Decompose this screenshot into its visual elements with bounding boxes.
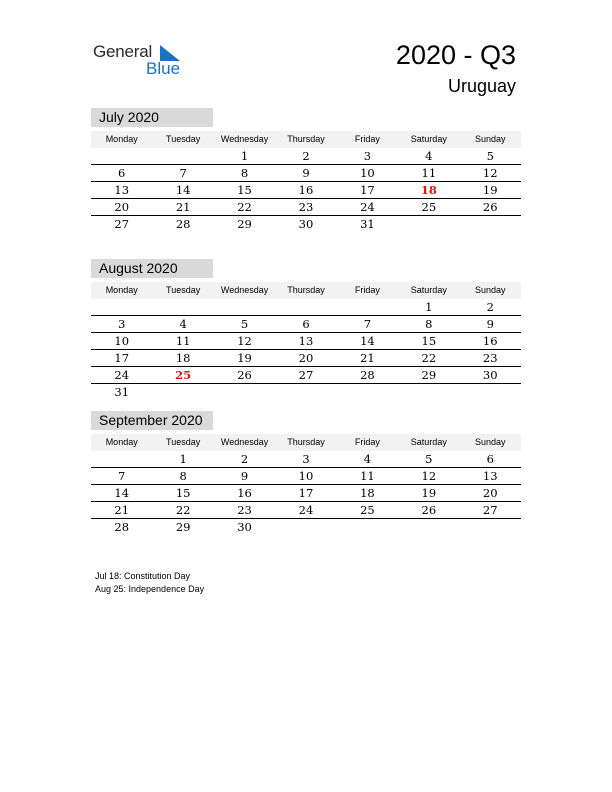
weekday-tuesday: Tuesday xyxy=(166,437,201,447)
day-cell: 1 xyxy=(179,452,187,466)
day-cell: 28 xyxy=(175,217,191,231)
day-cell: 30 xyxy=(482,368,498,382)
weekday-monday: Monday xyxy=(105,285,138,295)
day-cell: 5 xyxy=(425,452,433,466)
day-cell: 14 xyxy=(360,334,375,348)
day-cell: 3 xyxy=(118,317,126,331)
day-cell xyxy=(275,519,336,535)
day-cell: 27 xyxy=(482,503,498,517)
day-cell: 16 xyxy=(482,334,498,348)
day-cell: 19 xyxy=(421,486,437,500)
day-cell: 10 xyxy=(298,469,314,483)
week-row xyxy=(91,519,521,535)
day-cell xyxy=(152,384,213,400)
week-row xyxy=(91,468,521,485)
weekday-sunday: Sunday xyxy=(474,437,506,447)
holiday-note: Aug 25: Independence Day xyxy=(95,584,205,594)
day-cell xyxy=(214,384,275,400)
day-cell: 3 xyxy=(302,452,310,466)
weekday-saturday: Saturday xyxy=(410,285,447,295)
weekday-thursday: Thursday xyxy=(287,437,325,447)
holiday-notes xyxy=(95,570,204,596)
day-cell xyxy=(91,299,152,315)
day-cell: 3 xyxy=(363,149,372,163)
week-row xyxy=(91,451,521,468)
day-cell xyxy=(275,299,336,315)
day-cell: 2 xyxy=(302,149,310,163)
day-cell: 9 xyxy=(240,469,249,483)
logo-word-general: General xyxy=(93,42,153,61)
day-cell xyxy=(460,519,521,535)
day-cell xyxy=(460,216,521,232)
day-cell: 26 xyxy=(237,368,252,382)
logo-word-blue: Blue xyxy=(146,59,181,78)
holiday-day-cell: 25 xyxy=(175,368,192,382)
day-cell: 11 xyxy=(360,469,375,483)
day-cell: 8 xyxy=(425,317,433,331)
day-cell: 5 xyxy=(486,149,494,163)
page-title: 2020 - Q3 xyxy=(395,40,516,70)
weekday-saturday: Saturday xyxy=(410,437,447,447)
weekday-friday: Friday xyxy=(354,437,380,447)
day-cell: 29 xyxy=(175,520,191,534)
weekday-sunday: Sunday xyxy=(474,285,506,295)
day-cell xyxy=(275,384,336,400)
day-cell: 4 xyxy=(179,317,187,331)
day-cell: 8 xyxy=(240,166,249,180)
day-cell: 25 xyxy=(360,503,375,517)
day-cell: 15 xyxy=(175,486,191,500)
day-cell xyxy=(91,451,152,467)
weekday-thursday: Thursday xyxy=(287,285,325,295)
weekday-saturday: Saturday xyxy=(410,134,447,144)
weekday-header xyxy=(91,282,521,299)
day-cell: 18 xyxy=(175,351,191,365)
month-label: September 2020 xyxy=(91,411,213,430)
week-row xyxy=(91,299,521,316)
day-cell: 2 xyxy=(240,452,249,466)
month-september xyxy=(91,411,521,535)
day-cell: 29 xyxy=(421,368,437,382)
day-cell: 14 xyxy=(114,486,130,500)
month-label: August 2020 xyxy=(91,259,213,278)
day-cell: 30 xyxy=(237,520,252,534)
day-cell: 23 xyxy=(482,351,498,365)
day-cell: 16 xyxy=(237,486,252,500)
day-cell: 4 xyxy=(425,149,433,163)
day-cell: 23 xyxy=(237,503,252,517)
weekday-wednesday: Wednesday xyxy=(220,285,269,295)
day-cell: 22 xyxy=(175,503,191,517)
day-cell: 21 xyxy=(114,503,130,517)
day-cell: 20 xyxy=(298,351,314,365)
weekday-tuesday: Tuesday xyxy=(166,285,201,295)
day-cell: 8 xyxy=(179,469,187,483)
week-row xyxy=(91,350,521,367)
day-cell: 31 xyxy=(360,217,375,231)
day-cell: 20 xyxy=(114,200,130,214)
day-cell: 12 xyxy=(482,166,498,180)
day-cell: 27 xyxy=(114,217,130,231)
day-cell xyxy=(460,384,521,400)
day-cell: 15 xyxy=(421,334,437,348)
day-cell: 31 xyxy=(114,385,130,399)
day-cell: 1 xyxy=(240,149,249,163)
day-cell: 21 xyxy=(360,351,375,365)
day-cell: 6 xyxy=(302,317,310,331)
day-cell: 26 xyxy=(482,200,498,214)
day-cell: 13 xyxy=(114,183,130,197)
day-cell: 13 xyxy=(482,469,498,483)
day-cell: 22 xyxy=(421,351,437,365)
holiday-day-cell: 18 xyxy=(420,183,437,197)
day-cell: 30 xyxy=(298,217,314,231)
day-cell: 21 xyxy=(175,200,191,214)
week-row xyxy=(91,182,521,199)
weekday-sunday: Sunday xyxy=(474,134,506,144)
day-cell: 7 xyxy=(363,317,372,331)
day-cell: 10 xyxy=(360,166,375,180)
week-row xyxy=(91,216,521,232)
day-cell: 17 xyxy=(114,351,130,365)
day-cell: 25 xyxy=(421,200,437,214)
week-row xyxy=(91,199,521,216)
day-cell: 6 xyxy=(118,166,126,180)
day-cell xyxy=(398,384,459,400)
day-cell: 11 xyxy=(421,166,437,180)
day-cell: 11 xyxy=(175,334,191,348)
day-cell: 16 xyxy=(298,183,314,197)
week-row xyxy=(91,485,521,502)
day-cell: 2 xyxy=(486,300,494,314)
day-cell: 24 xyxy=(114,368,130,382)
week-row xyxy=(91,148,521,165)
weekday-wednesday: Wednesday xyxy=(220,437,269,447)
day-cell: 1 xyxy=(425,300,433,314)
weeks xyxy=(91,451,521,535)
day-cell: 23 xyxy=(298,200,314,214)
weekday-friday: Friday xyxy=(354,134,380,144)
day-cell: 9 xyxy=(302,166,310,180)
day-cell: 9 xyxy=(486,317,494,331)
weekday-header xyxy=(91,131,521,148)
day-cell: 7 xyxy=(118,469,126,483)
day-cell xyxy=(91,148,152,164)
logo xyxy=(93,42,193,78)
day-cell: 14 xyxy=(175,183,191,197)
day-cell xyxy=(398,519,459,535)
day-cell: 7 xyxy=(179,166,187,180)
day-cell: 29 xyxy=(237,217,252,231)
weekday-friday: Friday xyxy=(354,285,380,295)
month-july xyxy=(91,108,521,232)
day-cell xyxy=(337,299,398,315)
day-cell: 28 xyxy=(114,520,130,534)
weekday-thursday: Thursday xyxy=(287,134,325,144)
day-cell xyxy=(337,384,398,400)
week-row xyxy=(91,502,521,519)
day-cell: 4 xyxy=(363,452,372,466)
day-cell: 19 xyxy=(482,183,498,197)
weekday-wednesday: Wednesday xyxy=(220,134,269,144)
weekday-header xyxy=(91,434,521,451)
day-cell xyxy=(214,299,275,315)
day-cell: 17 xyxy=(360,183,375,197)
day-cell: 28 xyxy=(360,368,375,382)
day-cell: 15 xyxy=(237,183,252,197)
day-cell: 18 xyxy=(360,486,375,500)
day-cell: 17 xyxy=(298,486,314,500)
day-cell: 19 xyxy=(237,351,252,365)
holiday-note: Jul 18: Constitution Day xyxy=(95,571,191,581)
day-cell: 12 xyxy=(237,334,252,348)
day-cell: 22 xyxy=(237,200,252,214)
weekday-tuesday: Tuesday xyxy=(166,134,201,144)
weekday-monday: Monday xyxy=(105,437,138,447)
day-cell: 6 xyxy=(486,452,494,466)
week-row xyxy=(91,333,521,350)
week-row xyxy=(91,316,521,333)
day-cell: 20 xyxy=(482,486,498,500)
weeks xyxy=(91,299,521,400)
week-row xyxy=(91,384,521,400)
day-cell: 13 xyxy=(298,334,314,348)
day-cell xyxy=(152,148,213,164)
day-cell: 10 xyxy=(114,334,130,348)
country-name: Uruguay xyxy=(447,76,516,96)
day-cell xyxy=(398,216,459,232)
week-row xyxy=(91,165,521,182)
day-cell xyxy=(152,299,213,315)
day-cell: 5 xyxy=(240,317,249,331)
month-label: July 2020 xyxy=(91,108,213,127)
day-cell: 27 xyxy=(298,368,314,382)
month-august xyxy=(91,259,521,400)
day-cell: 24 xyxy=(360,200,375,214)
weekday-monday: Monday xyxy=(105,134,138,144)
day-cell: 26 xyxy=(421,503,437,517)
day-cell xyxy=(337,519,398,535)
day-cell: 12 xyxy=(421,469,437,483)
day-cell: 24 xyxy=(298,503,314,517)
weeks xyxy=(91,148,521,232)
week-row xyxy=(91,367,521,384)
